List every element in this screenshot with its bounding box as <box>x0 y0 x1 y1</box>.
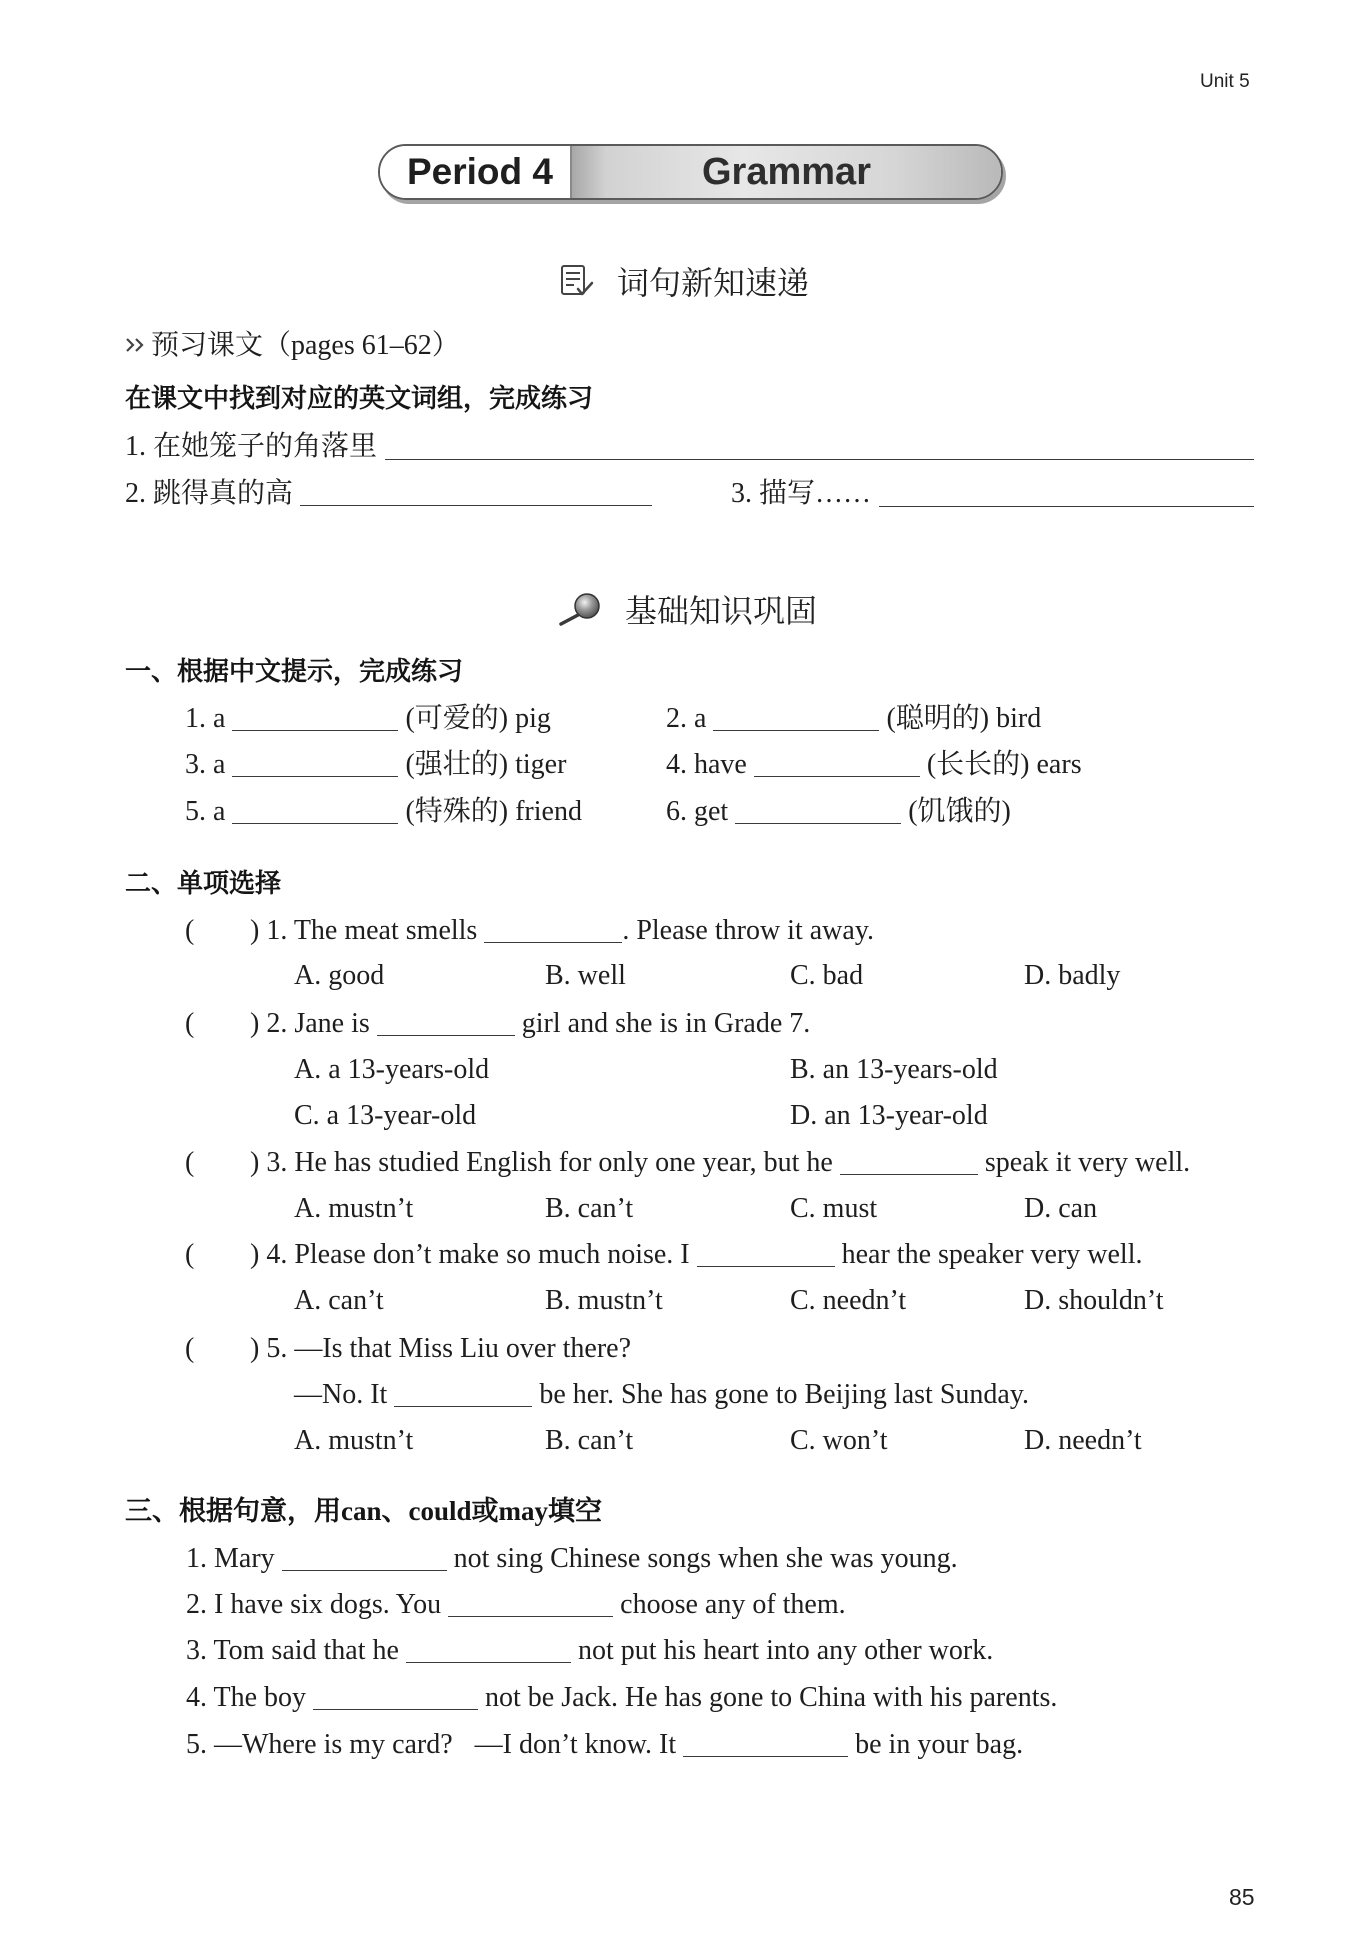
question-stem-end: girl and she is in Grade 7. <box>521 1008 811 1039</box>
phrase-item-1 <box>125 430 1254 464</box>
question-stem-end: . Please throw it away. <box>622 915 874 946</box>
option-b: B. well <box>545 960 626 991</box>
answer-blank <box>484 920 622 943</box>
vocab-item-1 <box>185 702 551 736</box>
phrase-label: 3. 描写…… <box>731 478 872 509</box>
double-chevron-icon <box>125 329 147 363</box>
option-b: B. mustn’t <box>545 1285 663 1316</box>
vocab-prefix: 3. a <box>185 749 226 780</box>
phrase-item-3 <box>731 477 1254 511</box>
fill-item-4 <box>186 1681 1057 1715</box>
period-banner <box>378 144 1003 200</box>
magnifier-icon <box>556 591 600 627</box>
answer-bracket-open: ( <box>185 1147 195 1178</box>
preview-line <box>125 329 460 363</box>
option-c: C. won’t <box>790 1425 888 1456</box>
answer-blank <box>754 754 920 777</box>
option-d: D. shouldn’t <box>1024 1285 1164 1316</box>
option-d: D. badly <box>1024 960 1121 991</box>
answer-blank <box>683 1734 848 1757</box>
vocab-item-6 <box>666 795 1011 829</box>
preview-text: 预习课文（pages 61–62） <box>151 330 460 361</box>
question-5 <box>185 1332 631 1366</box>
answer-blank <box>377 1013 515 1036</box>
vocab-prefix: 2. a <box>666 703 707 734</box>
option-b: B. can’t <box>545 1193 634 1224</box>
question-stem-end: be her. She has gone to Beijing last Sunday. <box>539 1379 1029 1410</box>
answer-bracket-open: ( <box>185 915 195 946</box>
vocab-prefix: 6. get <box>666 796 729 827</box>
question-stem: —No. It <box>294 1379 388 1410</box>
sentence-start: 2. I have six dogs. You <box>186 1589 442 1620</box>
answer-blank <box>713 708 879 731</box>
fill-item-5 <box>186 1728 1023 1762</box>
sentence-end: not be Jack. He has gone to China with his parents. <box>485 1682 1058 1713</box>
question-5-reply <box>294 1378 1029 1412</box>
sentence-start: —I don’t know. It <box>474 1729 677 1760</box>
answer-bracket-close: ) <box>250 1008 260 1039</box>
answer-blank <box>448 1594 613 1617</box>
vocab-prefix: 4. have <box>666 749 747 780</box>
fill-item-2 <box>186 1588 846 1622</box>
vocab-hint: (长长的) ears <box>926 749 1082 780</box>
topic-label: Grammar <box>572 146 1001 198</box>
vocab-hint: (饥饿的) <box>908 796 1011 827</box>
question-2-options-row-2 <box>294 1099 988 1133</box>
answer-bracket-close: ) <box>250 915 260 946</box>
answer-blank <box>313 1687 478 1710</box>
option-d: D. needn’t <box>1024 1425 1142 1456</box>
sentence-start: 4. The boy <box>186 1682 307 1713</box>
instruction-heading: 在课文中找到对应的英文词组，完成练习 <box>125 384 594 414</box>
question-1-options <box>294 959 1120 993</box>
answer-blank <box>879 484 1254 507</box>
question-4 <box>185 1238 1142 1272</box>
checklist-document-icon <box>559 263 595 299</box>
option-c: C. bad <box>790 960 864 991</box>
answer-blank <box>385 437 1254 460</box>
question-stem: 4. Please don’t make so much noise. I <box>266 1239 690 1270</box>
option-b: B. can’t <box>545 1425 634 1456</box>
part3-heading: 三、根据句意，用can、could或may填空 <box>125 1496 603 1526</box>
sentence-end: be in your bag. <box>855 1729 1024 1760</box>
sentence-end: not put his heart into any other work. <box>577 1635 994 1666</box>
section-title-text: 基础知识巩固 <box>625 592 818 630</box>
vocab-item-2 <box>666 702 1041 736</box>
question-stem-end: hear the speaker very well. <box>841 1239 1143 1270</box>
option-c: C. a 13-year-old <box>294 1100 477 1131</box>
vocab-item-3 <box>185 748 566 782</box>
sentence-question: 5. —Where is my card? <box>186 1729 453 1760</box>
question-stem: 5. —Is that Miss Liu over there? <box>266 1333 632 1364</box>
vocab-prefix: 5. a <box>185 796 226 827</box>
period-label: Period 4 <box>380 146 572 198</box>
option-d: D. can <box>1024 1193 1098 1224</box>
option-c: C. must <box>790 1193 878 1224</box>
answer-blank <box>697 1244 835 1267</box>
question-2-options-row-1 <box>294 1053 998 1087</box>
answer-bracket-close: ) <box>250 1147 260 1178</box>
part1-heading: 一、根据中文提示，完成练习 <box>125 657 464 687</box>
option-a: A. mustn’t <box>294 1193 414 1224</box>
answer-bracket-open: ( <box>185 1008 195 1039</box>
answer-bracket-open: ( <box>185 1239 195 1270</box>
question-1 <box>185 914 874 948</box>
option-a: A. good <box>294 960 385 991</box>
question-3 <box>185 1146 1190 1180</box>
question-stem: 2. Jane is <box>266 1008 370 1039</box>
fill-item-1 <box>186 1542 958 1576</box>
phrase-item-2 <box>125 477 659 511</box>
question-5-options <box>294 1424 1142 1458</box>
phrase-label: 1. 在她笼子的角落里 <box>125 431 378 462</box>
section-title-text: 词句新知速递 <box>617 264 810 302</box>
answer-blank <box>232 754 398 777</box>
question-stem-end: speak it very well. <box>984 1147 1191 1178</box>
sentence-start: 3. Tom said that he <box>186 1635 399 1666</box>
option-a: A. can’t <box>294 1285 384 1316</box>
answer-blank <box>840 1152 978 1175</box>
fill-item-3 <box>186 1634 993 1668</box>
vocab-prefix: 1. a <box>185 703 226 734</box>
vocab-hint: (聪明的) bird <box>886 703 1042 734</box>
option-d: D. an 13-year-old <box>790 1100 988 1131</box>
sentence-end: choose any of them. <box>620 1589 846 1620</box>
answer-bracket-close: ) <box>250 1333 260 1364</box>
answer-blank <box>394 1384 532 1407</box>
answer-blank <box>232 801 398 824</box>
answer-blank <box>300 483 652 506</box>
part2-heading: 二、单项选择 <box>125 869 282 899</box>
vocab-hint: (特殊的) friend <box>405 796 582 827</box>
answer-blank <box>232 708 398 731</box>
answer-blank <box>406 1640 571 1663</box>
vocab-item-5 <box>185 795 582 829</box>
option-a: A. a 13-years-old <box>294 1054 490 1085</box>
phrase-label: 2. 跳得真的高 <box>125 478 294 509</box>
option-a: A. mustn’t <box>294 1425 414 1456</box>
answer-bracket-open: ( <box>185 1333 195 1364</box>
option-b: B. an 13-years-old <box>790 1054 998 1085</box>
answer-blank <box>735 801 901 824</box>
vocab-item-4 <box>666 748 1082 782</box>
page-number: 85 <box>1229 1884 1255 1910</box>
question-3-options <box>294 1192 1097 1226</box>
section-title-new-words <box>559 261 809 301</box>
answer-blank <box>282 1548 447 1571</box>
sentence-end: not sing Chinese songs when she was young. <box>453 1543 958 1574</box>
vocab-hint: (强壮的) tiger <box>405 749 567 780</box>
question-4-options <box>294 1284 1164 1318</box>
section-title-basics <box>556 589 817 629</box>
question-stem: 3. He has studied English for only one year, but he <box>266 1147 833 1178</box>
unit-label: Unit 5 <box>1200 71 1250 92</box>
sentence-start: 1. Mary <box>186 1543 275 1574</box>
option-c: C. needn’t <box>790 1285 907 1316</box>
vocab-hint: (可爱的) pig <box>405 703 551 734</box>
question-stem: 1. The meat smells <box>266 915 478 946</box>
question-2 <box>185 1007 810 1041</box>
answer-bracket-close: ) <box>250 1239 260 1270</box>
